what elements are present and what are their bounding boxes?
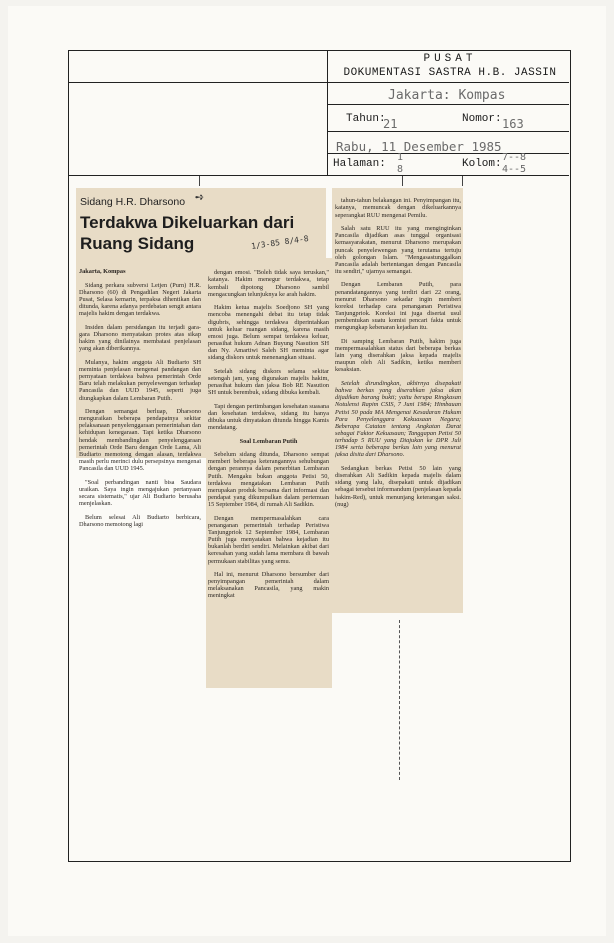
paragraph: Salah satu RUU itu yang menginginkan Pancasila dijadikan asas tunggal organisasi kemasyarakatan, menurut Dharsono merupakan puncak penyelewengan yang terutama tertuju oleh golongan Islam. "Mengasastunggalkan Pancasila adalah bertentangan dengan Pancasila itu sendiri," ujarnya semangat. — [335, 225, 461, 275]
subheading: Soal Lembaran Putih — [239, 437, 298, 445]
institution-line2: DOKUMENTASI SASTRA H.B. JASSIN — [343, 67, 557, 79]
paragraph: tahun-tahun belakangan ini. Penyimpangan itu, katanya, memuncak dengan dikeluarkannya seperangkat RUU mengenai Pemilu. — [335, 197, 461, 219]
paragraph: Dengan Lembaran Putih, para penandatangannya yang terdiri dari 22 orang, menurut Dharsono sekadar ingin memberi koreksi terhadap cara penanganan Peristiwa Tanjungpriok. Koreksi ini juga disertai usul pembentukan suatu komisi pencari fakta untuk mengungkap kebenaran kejadian itu. — [335, 281, 461, 332]
header-row-rule — [327, 104, 569, 105]
source-field: Jakarta: Kompas — [388, 88, 506, 103]
paragraph: Insiden dalam persidangan itu terjadi gara-gara Dharsono menyatakan protes atas sikap hakim yang dinilainya membatasi penjelasan yang akan diberikannya. — [79, 323, 201, 353]
ruler-mark — [462, 176, 463, 186]
kolom-value1: 7--8 — [502, 152, 527, 163]
date-field: Rabu, 11 Desember 1985 — [336, 139, 502, 154]
article-title: Terdakwa Dikeluarkan dari Ruang Sidang — [80, 213, 295, 253]
paragraph: Hakim ketua majelis Soedjono SH yang mencoba menengahi debat itu tetap tidak digubris, sehingga terdakwa diperintahkan untuk keluar ruangan sidang, karena masih emosi juga. Belum sempat terdakwa keluar, penasihat hukum Adnan Buyung Nasution SH dan Ny. Amartiwi Saleh SH meminta agar sidang diskors untuk menenangkan situasi. — [208, 304, 329, 362]
header-divider — [327, 50, 328, 175]
kolom-label: Kolom: — [462, 158, 502, 170]
ruler-mark — [399, 620, 400, 780]
article-kicker: Sidang H.R. Dharsono — [80, 196, 186, 208]
institution-line1: PUSAT — [423, 53, 477, 65]
paragraph: Setelah dirundingkan, akhirnya disepakati bahwa berkas yang diserahkan jaksa akan dijadikan barang bukti; yaitu berupa Ringkasan Notulensi Rapim CSIS, 7 Juni 1984; Himbauan Petisi 50 pada MA Mengenai Kesadaran Hukum Para Penyelenggara Kekuasaan Negara; Beberapa Catatan tentang Angkatan Darat sebagai Faktor Kekuasaan; Tanggapan Petisi 50 terhadap 5 RUU yang Diajukan ke DPR Juli 1984 serta beberapa berkas lain yang menurut jaksa disita dari Dharsono. — [335, 379, 461, 459]
paragraph: Dengan semangat berluap, Dharsono menguraikan beberapa pendapatnya sekitar pelaksanaan penyelenggaraan pemerintahan dan kehidupan kenegaraan. Tapi ketika Dharsono hendak membandingkan penyelenggaraan pemerintah Orde Baru dengan Orde Lama, Ali Budiarto memotong dengan alasan, terdakwa masih perlu merinci dulu persepsinya mengenai Pancasila dan UUD 1945. — [79, 407, 201, 473]
halaman-value2: 8 — [397, 164, 404, 175]
paragraph: Hal ini, menurut Dharsono bersumber dari penyimpangan pemerintah dalam melaksanakan Pancasila, yang makin meningkat — [208, 571, 329, 600]
halaman-value1: 1 — [397, 152, 404, 163]
paragraph: Belum selesai Ali Budiarto berbicara, Dharsono memotong lagi — [79, 513, 201, 528]
article-column-3 — [335, 191, 461, 611]
tahun-label: Tahun: — [346, 113, 386, 125]
header-row-rule — [327, 131, 569, 132]
paragraph: Sedangkan berkas Petisi 50 lain yang diserahkan Ali Sadikin kepada majelis dalam sidang yang lalu, disepakati untuk dijadikan sebagai tersebut informandum (penjelasan kepada hakim-Red), untuk menunjang keterangan saksi. (nug) — [335, 464, 461, 508]
paragraph: Sebelum sidang ditunda, Dharsono sempat memberi beberapa keterangannya sehubungan dengan perannya dalam penerbitan Lembaran Putih. Mengaku bukan anggota Petisi 50, terdakwa mengatakan Lembaran Putih merupakan produk bersama dari informasi dan pendapat yang dikumpulkan dalam pertemuan 15 September 1984, di rumah Ali Sadikin. — [208, 451, 329, 509]
paragraph: Setelah sidang diskors selama sekitar setengah jam, yang digunakan majelis hakim, penasihat hukum dan jaksa Bob RE Nasution SH untuk berembuk, sidang dibuka kembali. — [208, 367, 329, 397]
paragraph: "Soal perbandingan nanti bisa Saudara uraikan. Saya ingin mengajukan pertanyaan secara sistematis," ujar Ali Budiarto berusaha menjelaskan. — [79, 478, 201, 508]
paragraph: Di samping Lembaran Putih, hakim juga mempermasalahkan status dari beberapa berkas lain yang diserahkan jaksa kepada majelis maupun oleh Ali Sadikin, ketika memberi kesaksian. — [335, 337, 461, 374]
paragraph: dengan emosi. "Boleh tidak saya teruskan," katanya. Hakim menegur terdakwa, tetap kembali dipotong Dharsono sambil mengacungkan telunjuknya ke arah hakim. — [208, 269, 329, 298]
paragraph: Sidang perkara subversi Letjen (Purn) H.R. Dharsono (60) di Pengadilan Negeri Jakarta Pusat, Selasa kemarin, terpaksa dihentikan dan ditunda, karena adanya perdebatan sengit antara majelis hakim dengan terdakwa. — [79, 281, 201, 318]
article-column-1 — [79, 262, 201, 612]
paragraph: Tapi dengan pertimbangan kesehatan suasana dan kesehatan terdakwa, sidang itu hanya dibuka untuk dinyatakan ditunda hingga Kamis mendatang. — [208, 402, 329, 432]
paragraph: Mulanya, hakim anggota Ali Budiarto SH meminta penjelasan mengenai pandangan dan pernyataan terdakwa bahwa pemerintah Orde Baru telah melakukan penyelewengan terhadap Pancasila dan UUD 1945, seperti juga diungkapkan dalam Lembaran Putih. — [79, 358, 201, 402]
pen-mark: ➺ — [195, 188, 205, 206]
nomor-value: 163 — [502, 117, 524, 131]
ruler-mark — [402, 176, 403, 186]
halaman-label: Halaman: — [333, 158, 386, 170]
paragraph: Dengan mempermasalahkan cara penanganan pemerintah terhadap Peristiwa Tanjungpriok 12 September 1984, Lembaran Putih juga menyatakan bahwa kejadian itu bukanlah berdiri sendiri. Melainkan akibat dari keresahan yang sudah lama membara di bawah permukaan stabilitas yang semu. — [208, 514, 329, 565]
ruler-mark — [199, 176, 200, 186]
handwritten-note: 1/3-85 8/4-8 — [250, 234, 310, 251]
header-bottom-rule — [68, 175, 569, 176]
header-rule — [68, 82, 569, 83]
article-column-2 — [208, 263, 329, 685]
kolom-value2: 4--5 — [502, 164, 527, 175]
nomor-label: Nomor: — [462, 113, 502, 125]
dateline: Jakarta, Kompas — [79, 268, 126, 276]
tahun-value: 21 — [383, 117, 398, 131]
